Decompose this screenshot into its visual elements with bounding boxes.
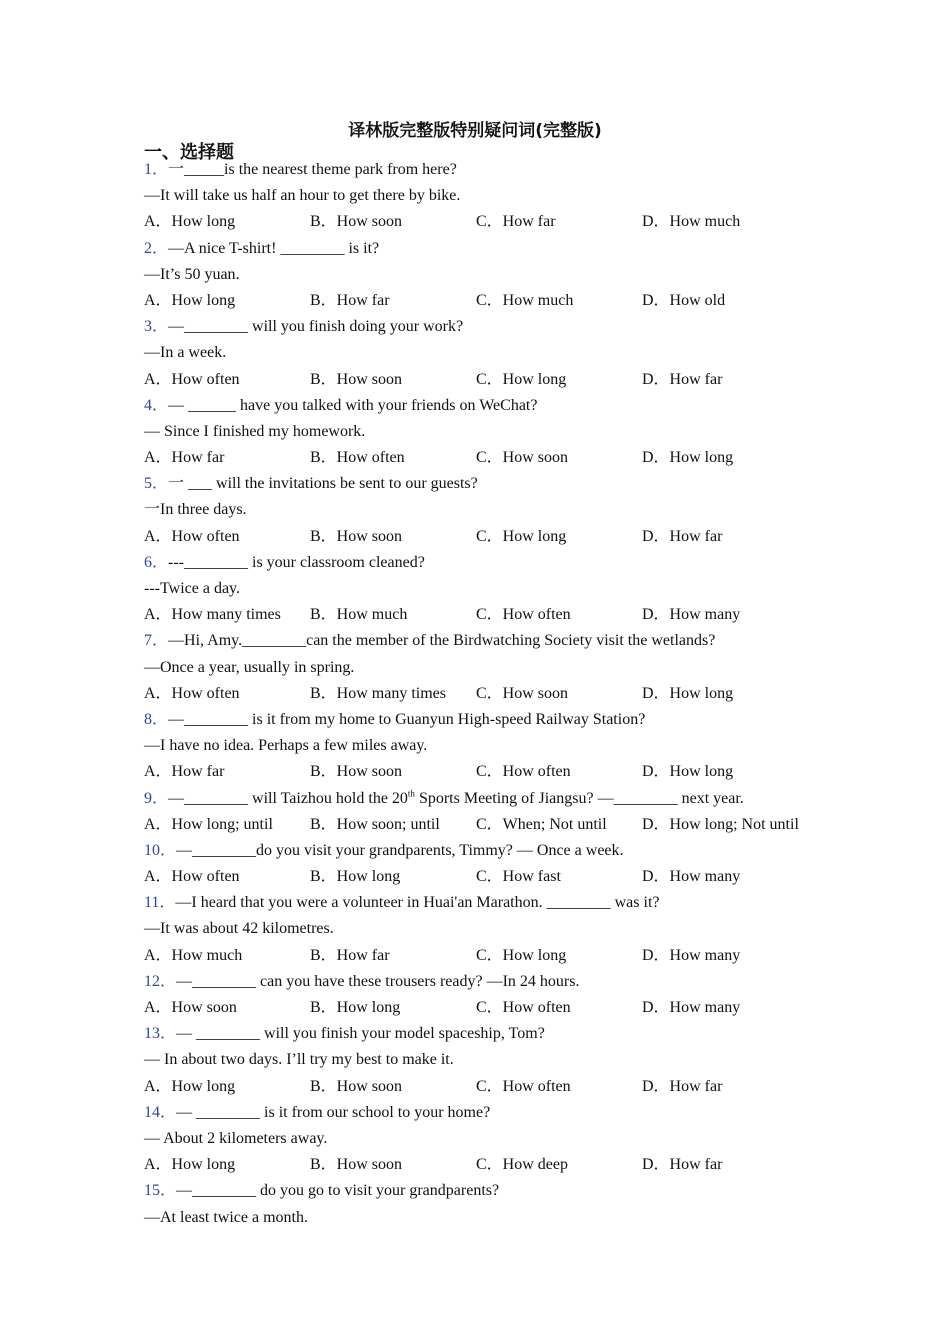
question-stem xyxy=(144,550,824,576)
question-number: 10． xyxy=(144,841,177,859)
question-stem xyxy=(144,1100,824,1126)
question-number: 11． xyxy=(144,894,176,912)
question-item xyxy=(144,628,824,707)
question-number: 13． xyxy=(144,1025,177,1043)
option-d: D．How many xyxy=(642,999,741,1016)
question-stem xyxy=(144,1178,824,1204)
option-c: C．How often xyxy=(476,999,571,1016)
question-text: —Hi, Amy.________can the member of the Birdwatching Society visit the wetlands? xyxy=(168,632,716,650)
answer-line: —It’s 50 yuan. xyxy=(144,265,240,283)
option-d: D．How many xyxy=(642,606,741,624)
question-stem xyxy=(144,1021,824,1047)
question-item xyxy=(144,838,824,890)
answer-line: —I have no idea. Perhaps a few miles away. xyxy=(144,737,428,755)
answer-line: —At least twice a month. xyxy=(144,1208,308,1226)
question-item xyxy=(144,707,824,786)
question-text: —________ will Taizhou hold the 20 xyxy=(168,789,408,807)
option-a: A．How far xyxy=(144,449,225,467)
option-c: C．How often xyxy=(476,606,571,624)
option-a: A．How long xyxy=(144,213,236,231)
question-number: 5． xyxy=(144,475,169,493)
option-d: D．How many xyxy=(642,946,741,964)
question-item xyxy=(144,1178,824,1230)
option-a: A．How often xyxy=(144,868,240,886)
option-a: A．How many times xyxy=(144,606,281,624)
option-d: D．How long xyxy=(642,449,734,467)
question-number: 1． xyxy=(144,161,169,178)
question-item xyxy=(144,236,824,315)
question-text: — ______ have you talked with your friends on WeChat? xyxy=(168,396,538,414)
question-stem xyxy=(144,471,824,497)
option-row xyxy=(144,367,824,393)
question-text: —________ is it from my home to Guanyun High-speed Railway Station? xyxy=(168,710,646,728)
question-text: —________ will you finish doing your work? xyxy=(168,318,464,336)
question-item xyxy=(144,157,824,236)
answer-line: ---Twice a day. xyxy=(144,580,241,597)
option-c: C．How long xyxy=(476,946,567,964)
option-c: C．How much xyxy=(476,291,574,309)
option-d: D．How far xyxy=(642,1077,723,1095)
option-c: C．How often xyxy=(476,763,571,781)
option-c: C．How often xyxy=(476,1077,571,1095)
question-item xyxy=(144,890,824,969)
question-number: 3． xyxy=(144,318,169,336)
question-stem xyxy=(144,838,824,864)
answer-line: —In a week. xyxy=(144,344,227,362)
option-b: B．How soon xyxy=(310,213,403,231)
option-c: C．How fast xyxy=(476,868,561,886)
question-item xyxy=(144,1021,824,1100)
option-b: B．How much xyxy=(310,606,408,624)
question-stem xyxy=(144,393,824,419)
question-text: 一_____is the nearest theme park from here? xyxy=(168,161,457,178)
question-stem xyxy=(144,890,824,916)
section-heading: 一、选择题 xyxy=(144,142,234,163)
answer-line: —It will take us half an hour to get there by bike. xyxy=(144,187,461,205)
option-row xyxy=(144,759,824,785)
question-text: — ________ will you finish your model spaceship, Tom? xyxy=(176,1025,545,1043)
question-text: — ________ is it from our school to your home? xyxy=(176,1103,491,1121)
answer-line: —Once a year, usually in spring. xyxy=(144,658,355,676)
question-item xyxy=(144,1100,824,1179)
question-text-cont: Sports Meeting of Jiangsu? —________ next year. xyxy=(414,789,744,807)
option-row xyxy=(144,1152,824,1178)
option-a: A．How often xyxy=(144,684,240,702)
option-c: C．How long xyxy=(476,370,567,388)
question-text: —________ can you have these trousers ready? —In 24 hours. xyxy=(176,972,580,990)
option-d: D．How long xyxy=(642,684,734,702)
option-b: B．How long xyxy=(310,868,401,886)
option-b: B．How soon xyxy=(310,1077,403,1095)
option-c: C．How far xyxy=(476,213,556,231)
question-number: 4． xyxy=(144,396,169,414)
option-d: D．How far xyxy=(642,1156,723,1174)
answer-line: — About 2 kilometers away. xyxy=(144,1129,328,1147)
option-row xyxy=(144,864,824,890)
document-title: 译林版完整版特别疑问词(完整版) xyxy=(348,121,602,141)
question-number: 2． xyxy=(144,239,169,257)
option-a: A．How long xyxy=(144,1156,236,1174)
option-a: A．How long xyxy=(144,291,236,309)
question-text: —A nice T-shirt! ________ is it? xyxy=(168,239,380,257)
ordinal-suffix: th xyxy=(407,788,415,799)
question-number: 7． xyxy=(144,632,169,650)
question-number: 15． xyxy=(144,1182,177,1200)
option-d: D．How old xyxy=(642,291,726,309)
question-stem xyxy=(144,786,824,812)
question-stem xyxy=(144,157,824,183)
question-item xyxy=(144,969,824,1021)
option-row xyxy=(144,943,824,969)
question-list xyxy=(144,157,824,1231)
question-item xyxy=(144,393,824,472)
answer-line: — Since I finished my homework. xyxy=(144,422,366,440)
option-row xyxy=(144,209,824,235)
option-c: C．How soon xyxy=(476,684,569,702)
question-text: —________ do you go to visit your grandparents? xyxy=(176,1182,500,1200)
option-b: B．How soon xyxy=(310,763,403,781)
question-text: 一 ___ will the invitations be sent to our guests? xyxy=(168,475,478,493)
option-a: A．How much xyxy=(144,946,243,964)
option-c: C．How soon xyxy=(476,449,569,467)
answer-line: 一In three days. xyxy=(144,501,247,519)
question-number: 9． xyxy=(144,789,169,807)
option-c: C．How deep xyxy=(476,1156,568,1174)
question-item xyxy=(144,786,824,838)
question-number: 8． xyxy=(144,710,169,728)
option-row xyxy=(144,288,824,314)
option-a: A．How far xyxy=(144,763,225,781)
option-a: A．How often xyxy=(144,527,240,545)
option-d: D．How far xyxy=(642,370,723,388)
question-item xyxy=(144,471,824,550)
question-stem xyxy=(144,314,824,340)
question-number: 6． xyxy=(144,553,169,571)
option-row xyxy=(144,445,824,471)
question-stem xyxy=(144,628,824,654)
option-row xyxy=(144,995,824,1021)
option-b: B．How soon xyxy=(310,370,403,388)
answer-line: —It was about 42 kilometres. xyxy=(144,920,334,938)
option-d: D．How many xyxy=(642,868,741,886)
question-text: ---________ is your classroom cleaned? xyxy=(168,553,425,571)
question-item xyxy=(144,550,824,629)
option-row xyxy=(144,681,824,707)
option-b: B．How often xyxy=(310,449,405,467)
option-row xyxy=(144,602,824,628)
option-b: B．How soon xyxy=(310,527,403,545)
option-c: C．How long xyxy=(476,527,567,545)
option-a: A．How often xyxy=(144,370,240,388)
question-stem xyxy=(144,236,824,262)
option-d: D．How long; Not until xyxy=(642,815,799,833)
question-number: 14． xyxy=(144,1103,177,1121)
option-d: D．How far xyxy=(642,527,723,545)
answer-line: — In about two days. I’ll try my best to make it. xyxy=(144,1051,454,1069)
question-number: 12． xyxy=(144,972,177,990)
option-b: B．How soon; until xyxy=(310,815,440,833)
option-a: A．How soon xyxy=(144,999,237,1016)
option-d: D．How long xyxy=(642,763,734,781)
option-row xyxy=(144,524,824,550)
option-b: B．How far xyxy=(310,291,390,309)
option-b: B．How far xyxy=(310,946,390,964)
question-text: —________do you visit your grandparents, Timmy? — Once a week. xyxy=(176,841,624,859)
option-d: D．How much xyxy=(642,213,741,231)
option-row xyxy=(144,1074,824,1100)
question-text: —I heard that you were a volunteer in Huai'an Marathon. ________ was it? xyxy=(175,894,660,912)
option-b: B．How soon xyxy=(310,1156,403,1174)
option-a: A．How long xyxy=(144,1077,236,1095)
question-stem xyxy=(144,707,824,733)
question-item xyxy=(144,314,824,393)
option-b: B．How many times xyxy=(310,684,446,702)
option-c: C．When; Not until xyxy=(476,815,607,833)
question-stem xyxy=(144,969,824,995)
option-b: B．How long xyxy=(310,999,401,1016)
option-row xyxy=(144,812,824,838)
option-a: A．How long; until xyxy=(144,815,273,833)
